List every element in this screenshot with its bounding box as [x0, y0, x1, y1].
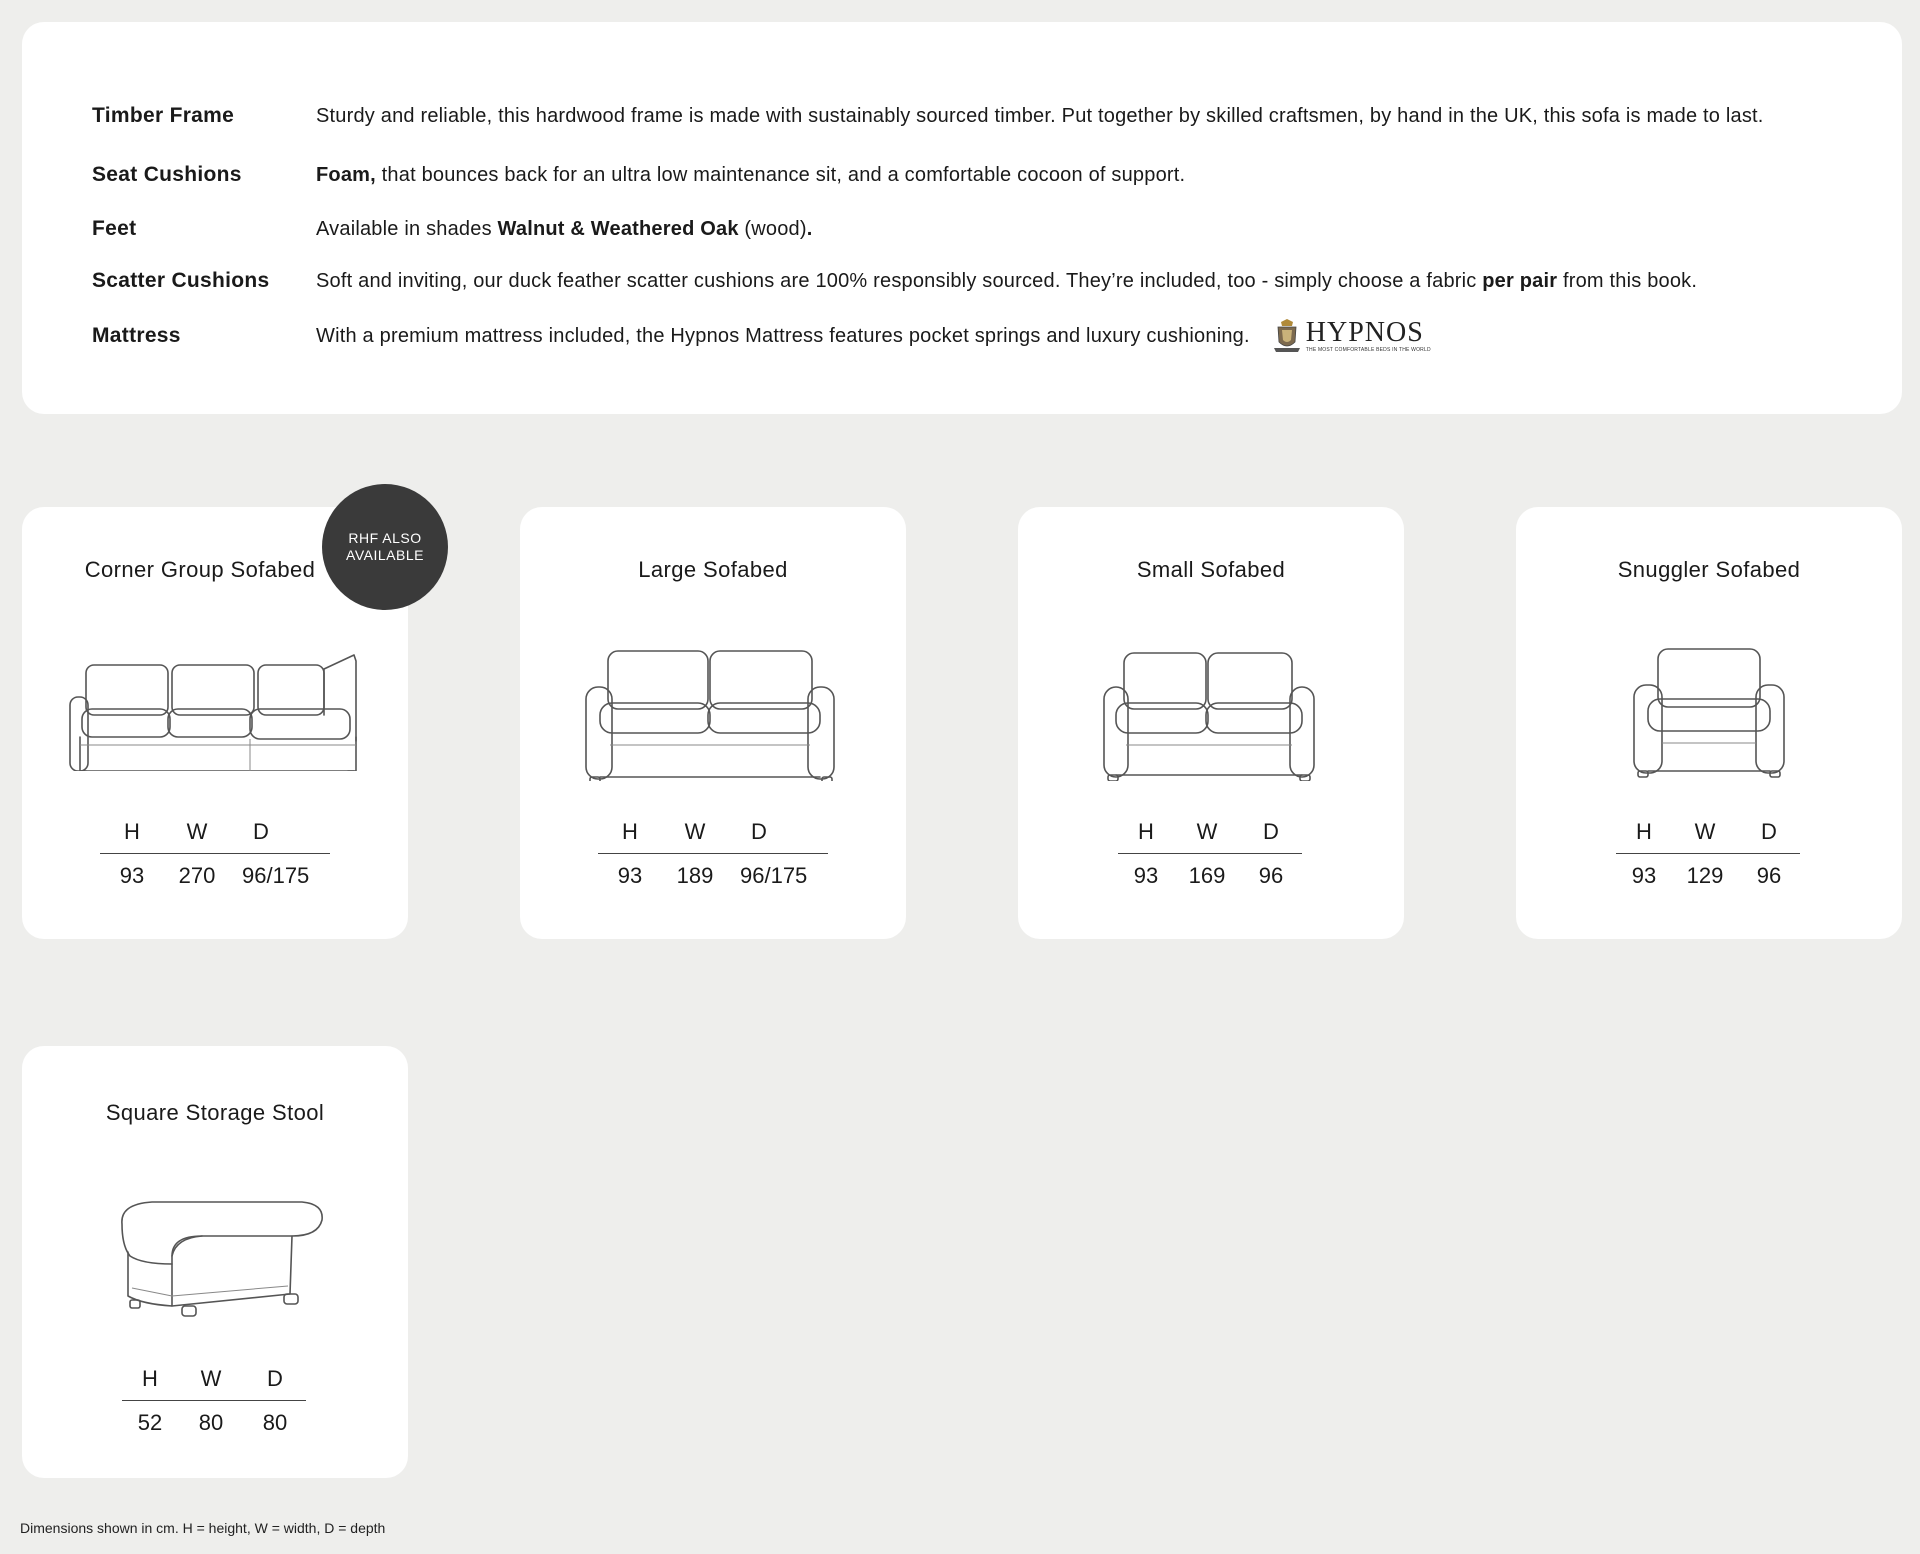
spec-text-body: Sturdy and reliable, this hardwood frame is made with sustainably sourced timber. Put together by skilled craftsmen, by hand in the UK, this sofa is made to last. — [316, 104, 1764, 127]
spec-text-body: With a premium mattress included, the Hypnos Mattress features pocket springs and luxury cushioning. — [316, 324, 1250, 347]
dim-value-width: 80 — [198, 1410, 224, 1435]
spec-text-bold: per pair — [1482, 269, 1558, 292]
spec-label: Scatter Cushions — [92, 269, 270, 292]
spec-text — [316, 105, 1764, 128]
spec-text-bold: Foam, — [316, 163, 376, 186]
dim-value-depth: 80 — [262, 1410, 288, 1435]
dimensions-table — [1616, 819, 1800, 889]
dim-label-height: H — [1138, 819, 1154, 844]
hypnos-tagline: THE MOST COMFORTABLE BEDS IN THE WORLD — [1305, 347, 1431, 353]
dim-value-depth: 96/175 — [740, 863, 808, 888]
snuggler-sofa-icon — [1516, 641, 1902, 781]
dim-value-width: 270 — [178, 863, 216, 888]
dimensions-values — [1616, 854, 1800, 889]
dim-label-width: W — [200, 1366, 222, 1391]
badge-line-2: AVAILABLE — [346, 547, 424, 563]
product-title: Large Sofabed — [638, 557, 788, 582]
crest-icon — [1272, 318, 1302, 354]
spec-text-body: that bounces back for an ultra low maintenance sit, and a comfortable cocoon of support. — [375, 163, 1186, 186]
spec-text — [316, 164, 1185, 187]
spec-text — [316, 318, 1431, 354]
dimensions-header — [1118, 819, 1302, 854]
product-title: Snuggler Sofabed — [1617, 557, 1801, 582]
dimensions-header — [1616, 819, 1800, 854]
dimensions-table — [122, 1366, 306, 1436]
spec-label: Timber Frame — [92, 104, 235, 127]
dim-value-width: 189 — [676, 863, 714, 888]
spec-label: Feet — [92, 217, 137, 240]
product-title: Corner Group Sofabed — [84, 557, 316, 582]
spec-text — [316, 270, 1697, 293]
dim-label-depth: D — [267, 1366, 283, 1391]
spec-row-seat-cushions — [92, 163, 1862, 187]
spec-row-mattress — [92, 318, 1862, 354]
spec-text — [316, 218, 813, 241]
dim-value-width: 169 — [1188, 863, 1226, 888]
product-card-small-sofabed[interactable] — [1018, 507, 1404, 939]
dim-label-height: H — [124, 819, 140, 844]
dimensions-header — [598, 819, 828, 854]
dim-label-depth: D — [1761, 819, 1777, 844]
dimensions-table — [598, 819, 840, 889]
dimensions-header — [100, 819, 330, 854]
spec-text-pre: Soft and inviting, our duck feather scatter cushions are 100% responsibly sourced. They’re included, too - simply choose a fabric — [316, 269, 1483, 292]
sofa-illustration — [1516, 641, 1902, 786]
dim-value-height: 93 — [1133, 863, 1159, 888]
hypnos-word: HYPNOS — [1305, 317, 1424, 348]
dim-label-width: W — [1694, 819, 1716, 844]
dim-label-height: H — [622, 819, 638, 844]
dim-value-depth: 96 — [1258, 863, 1284, 888]
product-title: Square Storage Stool — [105, 1100, 325, 1125]
large-sofa-icon — [520, 641, 906, 781]
spec-text-bold: Walnut & Weathered Oak — [497, 217, 739, 240]
product-card-large-sofabed[interactable] — [520, 507, 906, 939]
dim-label-depth: D — [1263, 819, 1279, 844]
spec-text-pre: Available in shades — [316, 217, 498, 240]
dim-label-height: H — [1636, 819, 1652, 844]
dim-label-depth: D — [751, 819, 767, 844]
dim-value-width: 129 — [1686, 863, 1724, 888]
dimensions-table — [100, 819, 342, 889]
dim-label-width: W — [684, 819, 706, 844]
dimensions-values — [122, 1401, 306, 1436]
product-card-storage-stool[interactable] — [22, 1046, 408, 1478]
hypnos-logo — [1272, 318, 1431, 354]
dimensions-values — [598, 854, 840, 889]
stool-illustration — [22, 1196, 408, 1331]
dimensions-values — [1118, 854, 1302, 889]
dim-value-depth: 96 — [1756, 863, 1782, 888]
corner-sofa-icon — [22, 641, 408, 771]
sofa-illustration — [520, 641, 906, 786]
dim-value-height: 93 — [119, 863, 145, 888]
sofa-illustration — [1018, 641, 1404, 786]
dim-value-height: 93 — [617, 863, 643, 888]
dim-label-width: W — [186, 819, 208, 844]
dim-value-height: 93 — [1631, 863, 1657, 888]
dim-value-height: 52 — [137, 1410, 163, 1435]
spec-text-post: from this book. — [1557, 269, 1698, 292]
spec-text-post: (wood) — [738, 217, 807, 240]
spec-row-timber-frame — [92, 104, 1862, 128]
spec-label: Mattress — [92, 324, 181, 347]
badge-line-1: RHF ALSO — [348, 529, 422, 546]
spec-label: Seat Cushions — [92, 163, 242, 186]
spec-text-end: . — [806, 217, 813, 240]
dimensions-table — [1118, 819, 1302, 889]
dim-label-depth: D — [253, 819, 269, 844]
dimensions-footnote: Dimensions shown in cm. H = height, W = width, D = depth — [20, 1520, 386, 1536]
dimensions-values — [100, 854, 342, 889]
dim-value-depth: 96/175 — [242, 863, 310, 888]
spec-row-feet — [92, 217, 1862, 241]
dim-label-height: H — [142, 1366, 158, 1391]
sofa-illustration — [22, 641, 408, 776]
specification-card — [22, 22, 1902, 414]
storage-stool-icon — [22, 1196, 408, 1326]
hypnos-wordmark — [1306, 319, 1431, 353]
product-title: Small Sofabed — [1136, 557, 1286, 582]
dim-label-width: W — [1196, 819, 1218, 844]
small-sofa-icon — [1018, 641, 1404, 781]
dimensions-header — [122, 1366, 306, 1401]
rhf-available-badge — [322, 484, 448, 610]
spec-row-scatter-cushions — [92, 269, 1862, 293]
product-card-snuggler-sofabed[interactable] — [1516, 507, 1902, 939]
